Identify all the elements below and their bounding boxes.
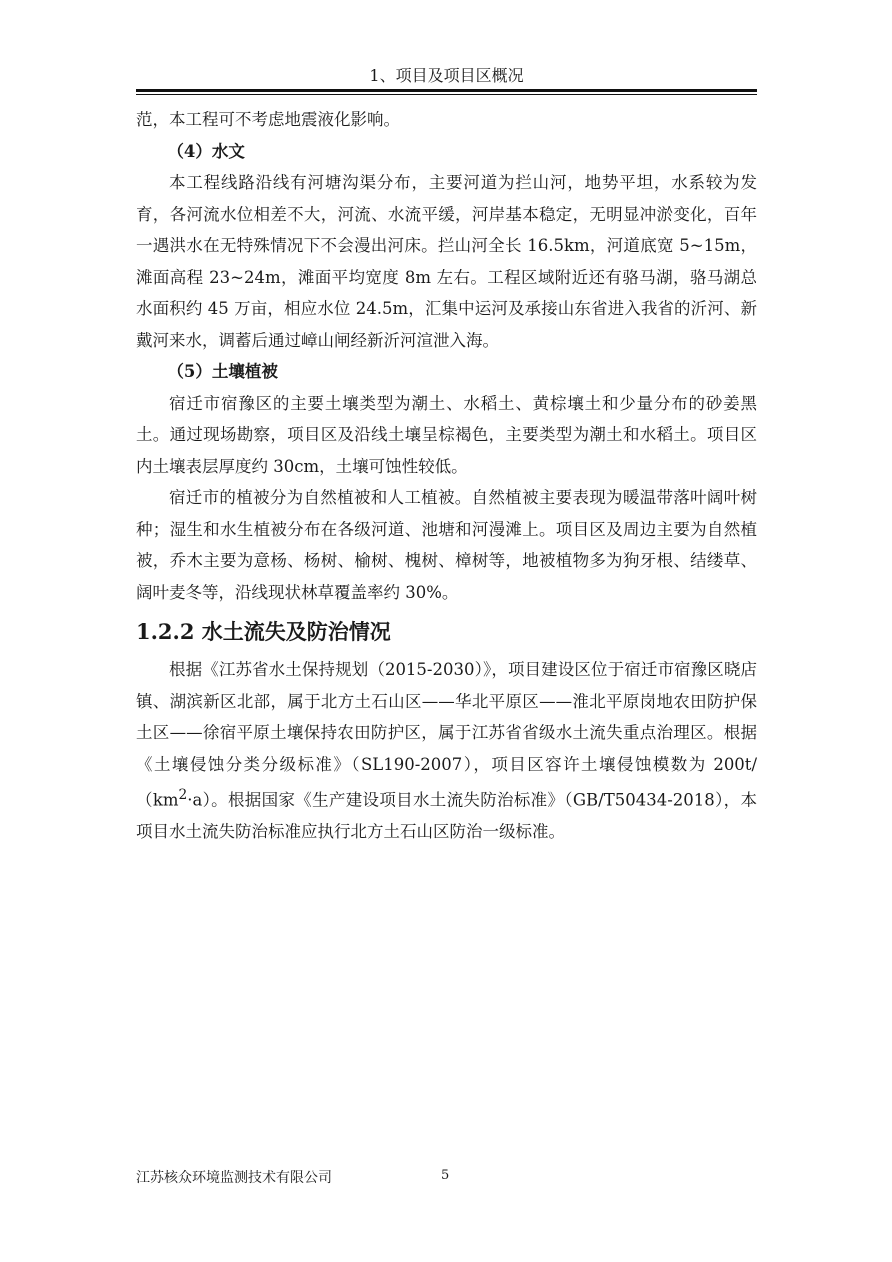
- document-body: [136, 104, 757, 848]
- paragraph-continuation: 范，本工程可不考虑地震液化影响。: [136, 110, 400, 129]
- header-rule-thick: [136, 89, 757, 92]
- paragraph-erosion-part-b: ·a）。根据国家《生产建设项目水土流失防治标准》（GB/T50434-2018），本项目水土流失防治标准应执行北方土石山区防治一级标准。: [136, 790, 757, 841]
- paragraph-erosion-part-a: 根据《江苏省水土保持规划（2015-2030）》，项目建设区位于宿迁市宿豫区晓店镇、湖滨新区北部，属于北方土石山区——华北平原区——淮北平原岗地农田防护保土区——徐宿平原土壤保持农田防护区，属于江苏省省级水土流失重点治理区。根据《土壤侵蚀分类分级标准》（SL190-2007），项目区容许土壤侵蚀模数为 200t/（km: [136, 660, 757, 810]
- subheading-hydrology: （4）水文: [167, 141, 245, 161]
- paragraph-erosion: [136, 654, 757, 848]
- page-header-title: 1、项目及项目区概况: [369, 66, 524, 85]
- paragraph-soil: 宿迁市宿豫区的主要土壤类型为潮土、水稻土、黄棕壤土和少量分布的砂姜黑土。通过现场勘察，项目区及沿线土壤呈棕褐色，主要类型为潮土和水稻土。项目区内土壤表层厚度约 30cm，土壤可蚀性较低。: [136, 393, 757, 476]
- section-heading-erosion: 1.2.2 水土流失及防治情况: [136, 619, 391, 644]
- subheading-soil-vegetation: （5）土壤植被: [167, 362, 278, 381]
- paragraph-hydrology: 本工程线路沿线有河塘沟渠分布，主要河道为拦山河，地势平坦，水系较为发育，各河流水位相差不大，河流、水流平缓，河岸基本稳定，无明显冲淤变化，百年一遇洪水在无特殊情况下不会漫出河床。拦山河全长 16.5km，河道底宽 5~15m，滩面高程 23~24m，滩面平均宽度 8m 左右。工程区域附近还有骆马湖，骆马湖总水面积约 45 万亩，相应水位 24.5m，汇集中运河及承接山东省进入我省的沂河、新戴河来水，调蓄后通过嶂山闸经新沂河渲泄入海。: [136, 173, 757, 350]
- superscript-2: 2: [178, 787, 188, 803]
- header-rule-thin: [136, 94, 757, 95]
- footer-page-number: 5: [441, 1168, 450, 1183]
- paragraph-vegetation: 宿迁市的植被分为自然植被和人工植被。自然植被主要表现为暖温带落叶阔叶树种；湿生和水生植被分布在各级河道、池塘和河漫滩上。项目区及周边主要为自然植被，乔木主要为意杨、杨树、榆树、槐树、樟树等，地被植物多为狗牙根、结缕草、阔叶麦冬等，沿线现状林草覆盖率约 30%。: [136, 488, 757, 602]
- footer-company-name: 江苏核众环境监测技术有限公司: [136, 1170, 332, 1186]
